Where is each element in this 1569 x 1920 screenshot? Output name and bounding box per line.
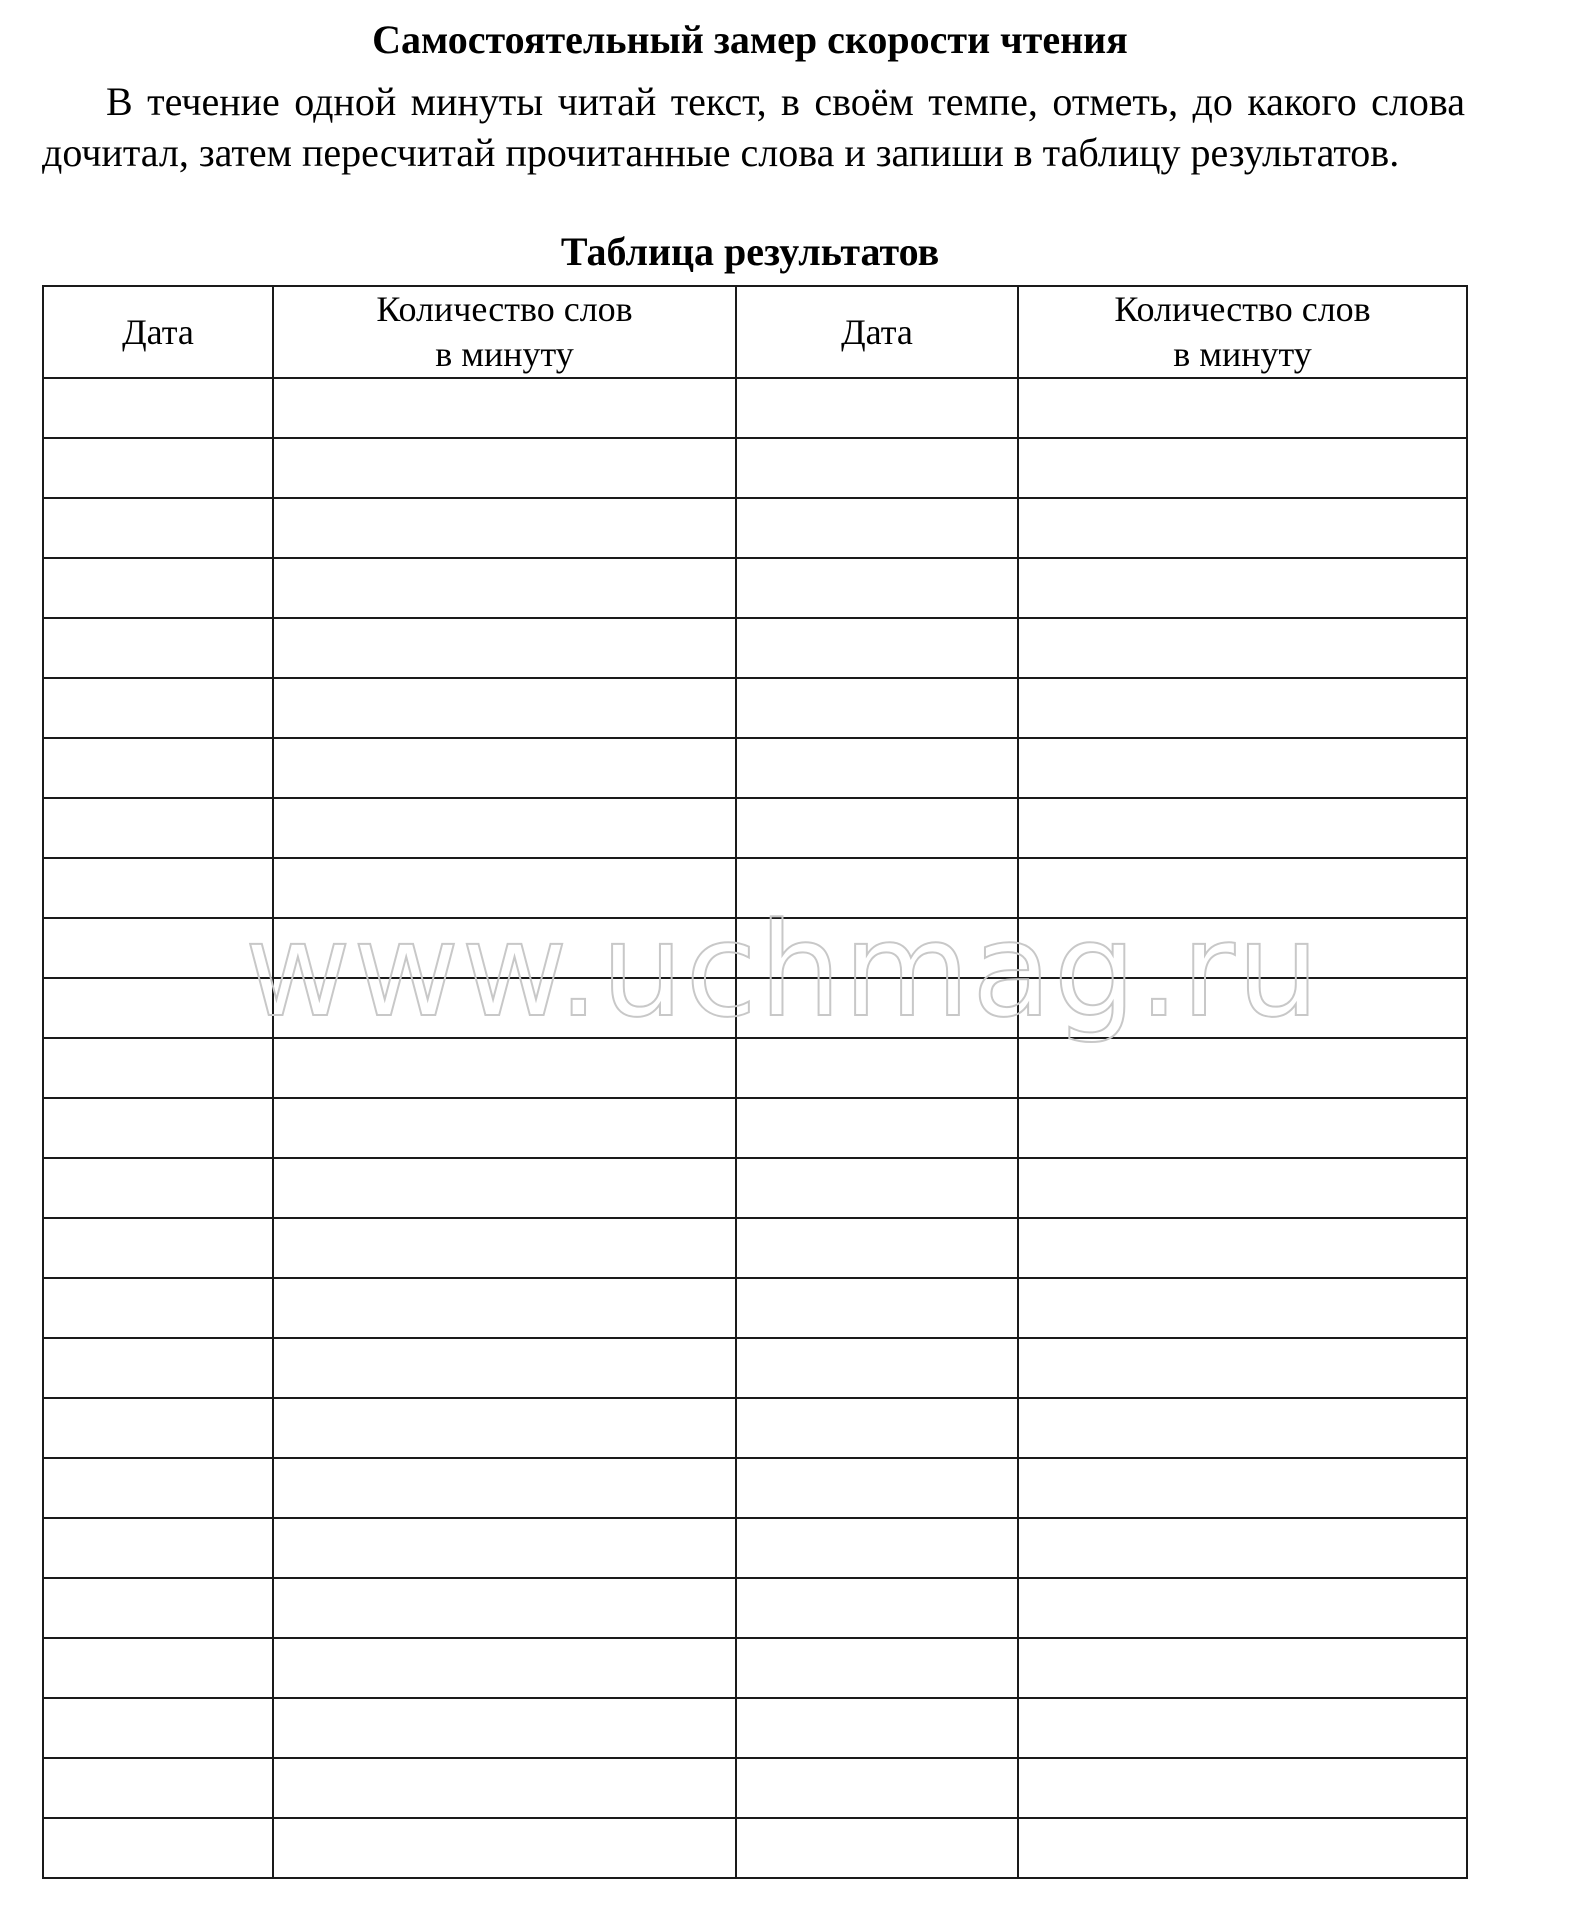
table-cell (1018, 1698, 1467, 1758)
table-cell (273, 558, 736, 618)
table-cell (1018, 618, 1467, 678)
table-header-row (43, 286, 1467, 378)
table-row (43, 378, 1467, 438)
table-row (43, 678, 1467, 738)
table-cell (736, 1518, 1018, 1578)
table-cell (1018, 1038, 1467, 1098)
table-cell (1018, 1758, 1467, 1818)
table-cell (736, 798, 1018, 858)
table-cell (273, 1638, 736, 1698)
table-cell (273, 1518, 736, 1578)
table-cell (43, 1638, 273, 1698)
table-cell (43, 1038, 273, 1098)
header-words-per-minute-1 (273, 286, 736, 378)
table-cell (273, 618, 736, 678)
table-cell (736, 618, 1018, 678)
table-cell (1018, 1638, 1467, 1698)
table-cell (273, 918, 736, 978)
table-cell (736, 1158, 1018, 1218)
table-cell (736, 1758, 1018, 1818)
table-cell (43, 1278, 273, 1338)
table-cell (1018, 1338, 1467, 1398)
table-row (43, 1158, 1467, 1218)
table-cell (43, 618, 273, 678)
table-row (43, 738, 1467, 798)
header-words-per-minute-1-line2: в минуту (435, 334, 574, 374)
table-cell (43, 1818, 273, 1878)
watermark: www.uchmag.ru (244, 894, 1322, 1046)
table-cell (736, 1278, 1018, 1338)
table-cell (273, 678, 736, 738)
table-row (43, 1098, 1467, 1158)
table-row (43, 918, 1467, 978)
table-cell (43, 1758, 273, 1818)
table-cell (43, 1338, 273, 1398)
table-cell (736, 1638, 1018, 1698)
table-cell (1018, 1158, 1467, 1218)
table-cell (273, 1338, 736, 1398)
table-cell (43, 438, 273, 498)
table-cell (736, 738, 1018, 798)
table-cell (43, 1398, 273, 1458)
table-cell (1018, 798, 1467, 858)
table-cell (273, 378, 736, 438)
table-cell (1018, 858, 1467, 918)
table-cell (273, 1458, 736, 1518)
table-cell (43, 498, 273, 558)
table-row (43, 1458, 1467, 1518)
table-cell (736, 558, 1018, 618)
table-row (43, 1278, 1467, 1338)
table-title: Таблица результатов (560, 229, 940, 274)
table-row (43, 1218, 1467, 1278)
table-cell (736, 678, 1018, 738)
table-cell (736, 438, 1018, 498)
table-cell (43, 1698, 273, 1758)
table-cell (1018, 1578, 1467, 1638)
instructions-paragraph: В течение одной минуты читай текст, в своём темпе, отметь, до какого слова дочитал, затем пересчитай прочитанные слова и запиши в таблицу результатов. (42, 79, 1465, 175)
table-cell (273, 1758, 736, 1818)
table-cell (273, 1398, 736, 1458)
table-row (43, 1758, 1467, 1818)
table-cell (1018, 1278, 1467, 1338)
table-cell (736, 1578, 1018, 1638)
table-cell (1018, 1458, 1467, 1518)
table-cell (43, 678, 273, 738)
table-row (43, 978, 1467, 1038)
table-cell (736, 1698, 1018, 1758)
table-cell (1018, 1218, 1467, 1278)
table-row (43, 1698, 1467, 1758)
table-cell (1018, 1518, 1467, 1578)
table-cell (273, 798, 736, 858)
table-row (43, 438, 1467, 498)
results-table (42, 285, 1468, 1879)
table-cell (43, 558, 273, 618)
table-row (43, 1578, 1467, 1638)
table-cell (736, 1218, 1018, 1278)
table-cell (43, 1578, 273, 1638)
table-cell (1018, 1398, 1467, 1458)
table-cell (273, 1158, 736, 1218)
table-cell (273, 1278, 736, 1338)
table-cell (1018, 738, 1467, 798)
table-cell (736, 1458, 1018, 1518)
table-cell (43, 1158, 273, 1218)
table-cell (43, 918, 273, 978)
header-date-2-label: Дата (841, 311, 913, 352)
table-row (43, 1398, 1467, 1458)
table-row (43, 1038, 1467, 1098)
table-cell (43, 1218, 273, 1278)
table-cell (1018, 1818, 1467, 1878)
table-cell (273, 978, 736, 1038)
table-cell (43, 798, 273, 858)
table-row (43, 618, 1467, 678)
table-cell (1018, 378, 1467, 438)
table-cell (736, 1818, 1018, 1878)
table-cell (273, 1578, 736, 1638)
table-cell (273, 738, 736, 798)
table-cell (1018, 678, 1467, 738)
table-cell (43, 978, 273, 1038)
table-cell (273, 498, 736, 558)
table-cell (736, 918, 1018, 978)
table-cell (273, 1218, 736, 1278)
table-row (43, 1518, 1467, 1578)
header-words-per-minute-1-line1: Количество слов (376, 289, 633, 329)
table-row (43, 798, 1467, 858)
table-cell (273, 1818, 736, 1878)
results-table-body (43, 378, 1467, 1878)
header-date-1 (43, 286, 273, 378)
table-cell (736, 498, 1018, 558)
table-cell (43, 738, 273, 798)
table-row (43, 1638, 1467, 1698)
header-words-per-minute-2 (1018, 286, 1467, 378)
table-cell (1018, 978, 1467, 1038)
table-cell (736, 378, 1018, 438)
table-cell (273, 1038, 736, 1098)
table-cell (43, 1458, 273, 1518)
table-row (43, 498, 1467, 558)
table-cell (273, 438, 736, 498)
table-cell (1018, 558, 1467, 618)
table-cell (43, 1518, 273, 1578)
table-cell (736, 978, 1018, 1038)
table-cell (43, 1098, 273, 1158)
header-words-per-minute-2-line2: в минуту (1173, 334, 1312, 374)
table-cell (736, 1038, 1018, 1098)
table-cell (273, 858, 736, 918)
table-cell (1018, 918, 1467, 978)
table-row (43, 558, 1467, 618)
table-row (43, 858, 1467, 918)
table-cell (273, 1098, 736, 1158)
table-cell (736, 1098, 1018, 1158)
header-words-per-minute-2-line1: Количество слов (1114, 289, 1371, 329)
table-cell (273, 1698, 736, 1758)
document-title: Самостоятельный замер скорости чтения (372, 17, 1128, 62)
table-cell (736, 1338, 1018, 1398)
table-cell (736, 1398, 1018, 1458)
table-cell (1018, 1098, 1467, 1158)
header-date-2 (736, 286, 1018, 378)
table-cell (1018, 498, 1467, 558)
header-date-1-label: Дата (122, 311, 194, 352)
table-cell (43, 378, 273, 438)
table-cell (43, 858, 273, 918)
table-row (43, 1818, 1467, 1878)
table-cell (1018, 438, 1467, 498)
table-cell (736, 858, 1018, 918)
table-row (43, 1338, 1467, 1398)
